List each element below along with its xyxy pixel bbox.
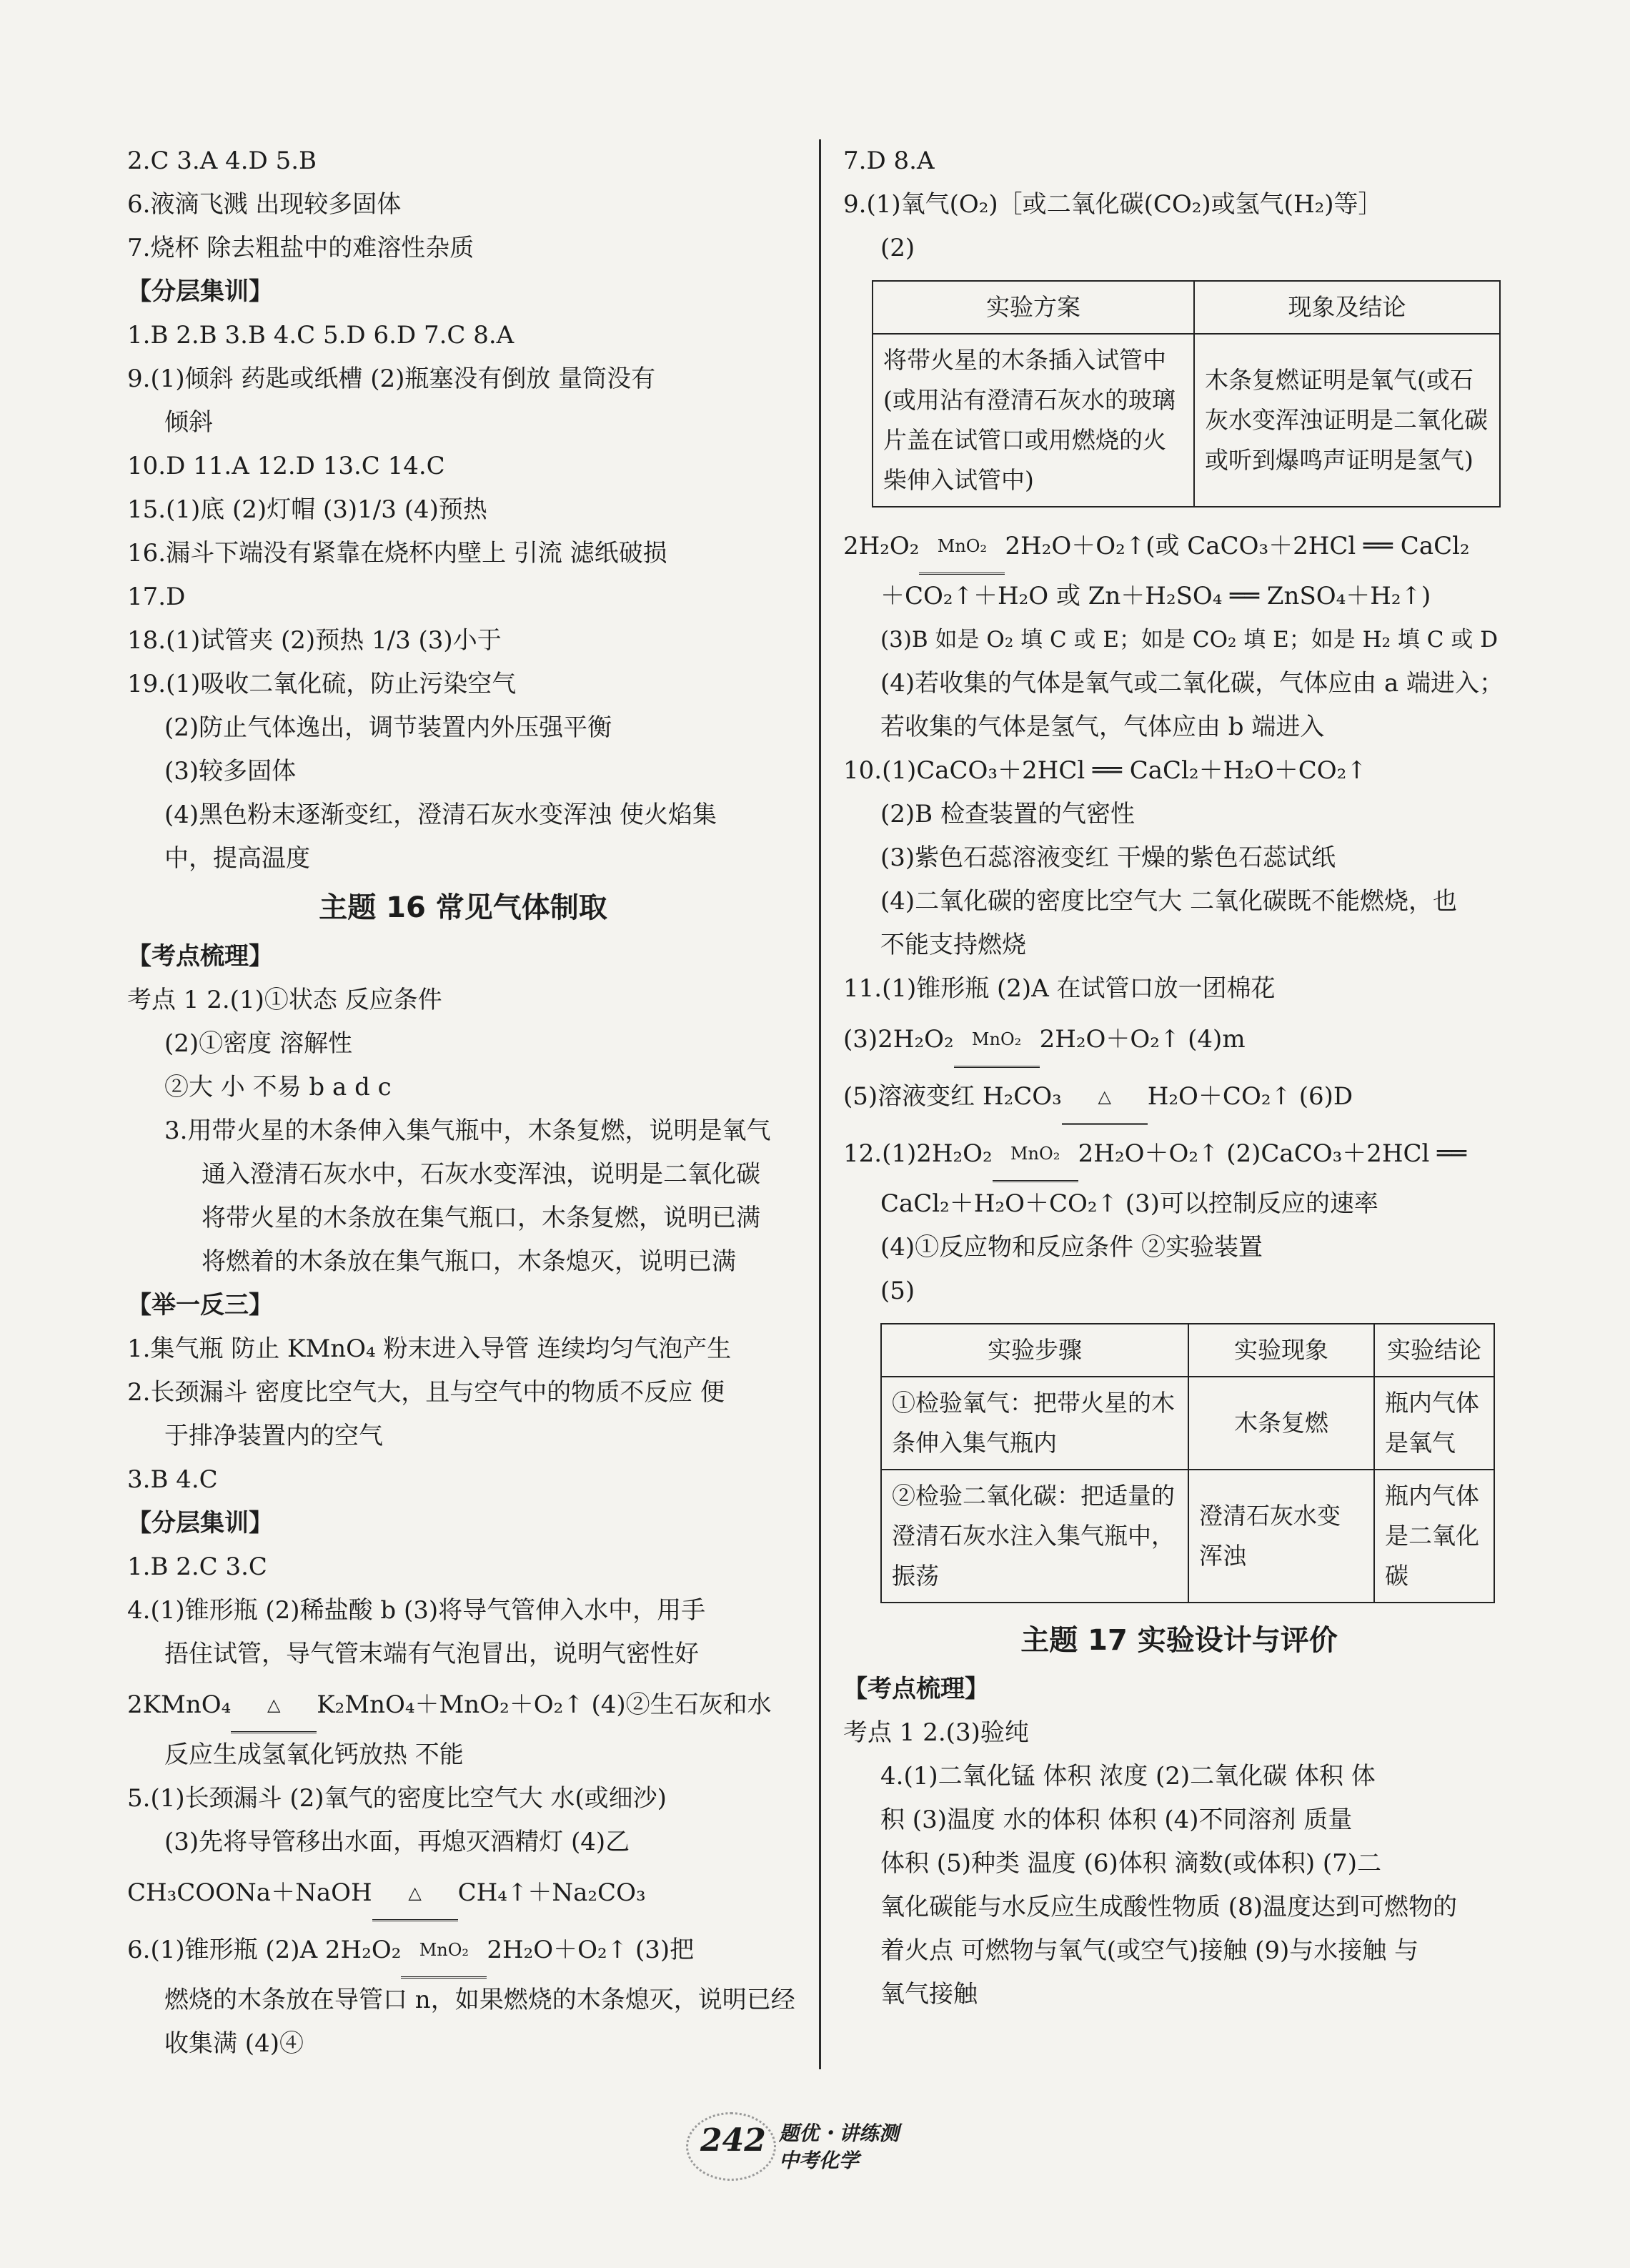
answer-line: 3.B 4.C	[127, 1465, 218, 1494]
page-footer	[686, 2112, 943, 2177]
table-cell: 瓶内气体是氧气	[1374, 1377, 1494, 1470]
answer-line: (4)黑色粉末逐渐变红，澄清石灰水变浑浊 使火焰集	[164, 801, 717, 829]
answer-line: ＋CO₂↑＋H₂O 或 Zn＋H₂SO₄ ══ ZnSO₄＋H₂↑)	[880, 582, 1431, 610]
answer-line: 1.B 2.B 3.B 4.C 5.D 6.D 7.C 8.A	[127, 321, 515, 350]
answer-line: 4.(1)锥形瓶 (2)稀盐酸 b (3)将导气管伸入水中，用手	[127, 1596, 706, 1625]
answer-line: 9.(1)氧气(O₂)［或二氧化碳(CO₂)或氢气(H₂)等］	[843, 190, 1383, 219]
answer-line: 于排净装置内的空气	[164, 1422, 383, 1450]
table-row	[881, 1470, 1494, 1603]
answer-line: 1.B 2.C 3.C	[127, 1553, 267, 1581]
experiment-table-1	[872, 280, 1501, 507]
table-cell: 木条复燃证明是氧气(或石灰水变浑浊证明是二氧化碳或听到爆鸣声证明是氢气)	[1194, 334, 1500, 507]
right-column	[843, 139, 1515, 2016]
footer-subject: 中考化学	[779, 2149, 860, 2172]
answer-line: 体积 (5)种类 温度 (6)体积 滴数(或体积) (7)二	[880, 1849, 1382, 1878]
equation-left: 2KMnO₄	[127, 1690, 232, 1719]
answer-line: 氧化碳能与水反应生成酸性物质 (8)温度达到可燃物的	[880, 1893, 1457, 1921]
answer-line: ②大 小 不易 b a d c	[164, 1073, 392, 1101]
answer-line: (2)①密度 溶解性	[164, 1029, 352, 1058]
table-header: 实验方案	[873, 281, 1194, 334]
answer-line: CaCl₂＋H₂O＋CO₂↑ (3)可以控制反应的速率	[880, 1189, 1378, 1218]
table-header: 实验结论	[1374, 1324, 1494, 1377]
reaction-condition: MnO₂	[919, 551, 1005, 575]
answer-line: 考点 1 2.(3)验纯	[843, 1718, 1029, 1747]
equation	[843, 518, 1515, 575]
answer-line: (4)若收集的气体是氧气或二氧化碳，气体应由 a 端进入；	[880, 669, 1504, 698]
answer-line: 积 (3)温度 水的体积 体积 (4)不同溶剂 质量	[880, 1806, 1353, 1834]
equation	[843, 1011, 1515, 1068]
equation	[127, 1864, 799, 1921]
answer-line: 1.集气瓶 防止 KMnO₄ 粉末进入导管 连续均匀气泡产生	[127, 1334, 732, 1363]
left-column	[127, 139, 799, 2066]
answer-line: 17.D	[127, 583, 186, 611]
equation-right: H₂O＋CO₂↑ (6)D	[1147, 1082, 1353, 1111]
reaction-condition: △	[1062, 1101, 1148, 1125]
equation	[127, 1676, 799, 1733]
answer-line: 15.(1)底 (2)灯帽 (3)1/3 (4)预热	[127, 495, 487, 524]
answer-line: 11.(1)锥形瓶 (2)A 在试管口放一团棉花	[843, 974, 1276, 1003]
equation-right: 2H₂O＋O₂↑ (2)CaCO₃＋2HCl ══	[1078, 1139, 1467, 1168]
equation-right: K₂MnO₄＋MnO₂＋O₂↑ (4)②生石灰和水	[317, 1690, 772, 1719]
answer-line: 9.(1)倾斜 药匙或纸槽 (2)瓶塞没有倒放 量筒没有	[127, 365, 656, 393]
answer-line: 将燃着的木条放在集气瓶口，木条熄灭，说明已满	[202, 1247, 736, 1276]
answer-line: 7.烧杯 除去粗盐中的难溶性杂质	[127, 234, 474, 262]
answer-line: 捂住试管，导气管末端有气泡冒出，说明气密性好	[164, 1640, 699, 1668]
answer-line: (2)	[880, 234, 915, 262]
table-cell: 澄清石灰水变浑浊	[1188, 1470, 1374, 1603]
table-header: 实验步骤	[881, 1324, 1188, 1377]
answer-line: 4.(1)二氧化锰 体积 浓度 (2)二氧化碳 体积 体	[880, 1762, 1376, 1791]
reaction-condition: △	[372, 1898, 458, 1921]
equation-right: 2H₂O＋O₂↑(或 CaCO₃＋2HCl ══ CaCl₂	[1005, 532, 1470, 560]
answer-line: 2.长颈漏斗 密度比空气大，且与空气中的物质不反应 便	[127, 1378, 725, 1407]
page-number: 242	[700, 2122, 766, 2159]
answer-line: 着火点 可燃物与氧气(或空气)接触 (9)与水接触 与	[880, 1936, 1419, 1965]
answer-line: (3)先将导管移出水面，再熄灭酒精灯 (4)乙	[164, 1828, 630, 1856]
answer-line: (2)B 检查装置的气密性	[880, 800, 1135, 828]
table-cell: 木条复燃	[1188, 1377, 1374, 1470]
table-header: 实验现象	[1188, 1324, 1374, 1377]
equation-right: 2H₂O＋O₂↑ (3)把	[487, 1936, 695, 1964]
answer-line: 考点 1 2.(1)①状态 反应条件	[127, 986, 442, 1014]
answer-line: 3.用带火星的木条伸入集气瓶中，木条复燃，说明是氧气	[164, 1116, 771, 1145]
table-cell: ②检验二氧化碳：把适量的澄清石灰水注入集气瓶中，振荡	[881, 1470, 1188, 1603]
answer-line: (4)①反应物和反应条件 ②实验装置	[880, 1233, 1263, 1262]
equation-left: 6.(1)锥形瓶 (2)A 2H₂O₂	[127, 1936, 402, 1964]
table-cell: ①检验氧气：把带火星的木条伸入集气瓶内	[881, 1377, 1188, 1470]
reaction-condition: △	[231, 1710, 317, 1733]
answer-line: 氧气接触	[880, 1980, 978, 2009]
answer-line: 2.C 3.A 4.D 5.B	[127, 147, 317, 175]
equation-right: 2H₂O＋O₂↑ (4)m	[1039, 1025, 1246, 1054]
column-divider	[819, 139, 821, 2069]
footer-brand: 题优・讲练测	[779, 2121, 900, 2145]
answer-line: 将带火星的木条放在集气瓶口，木条复燃，说明已满	[202, 1204, 760, 1232]
answer-line: 6.液滴飞溅 出现较多固体	[127, 190, 402, 219]
section-label: 【考点梳理】	[127, 942, 273, 971]
equation-left: 2H₂O₂	[843, 532, 920, 560]
answer-line: 18.(1)试管夹 (2)预热 1/3 (3)小于	[127, 626, 502, 655]
equation	[843, 1068, 1515, 1125]
reaction-condition: MnO₂	[993, 1159, 1078, 1182]
equation	[127, 1921, 799, 1979]
reaction-condition: MnO₂	[401, 1955, 487, 1979]
answer-line: 燃烧的木条放在导管口 n，如果燃烧的木条熄灭，说明已经	[164, 1986, 795, 2014]
table-header: 现象及结论	[1194, 281, 1500, 334]
answer-line: 反应生成氢氧化钙放热 不能	[164, 1740, 464, 1769]
reaction-condition: MnO₂	[954, 1044, 1040, 1068]
answer-line: 16.漏斗下端没有紧靠在烧杯内壁上 引流 滤纸破损	[127, 539, 667, 568]
section-label: 【分层集训】	[127, 1509, 273, 1537]
table-row	[881, 1377, 1494, 1470]
answer-line: 收集满 (4)④	[164, 2029, 304, 2058]
answer-line: (2)防止气体逸出，调节装置内外压强平衡	[164, 713, 612, 742]
equation-left: (5)溶液变红 H₂CO₃	[843, 1082, 1062, 1111]
answer-line: 若收集的气体是氢气，气体应由 b 端进入	[880, 713, 1325, 741]
topic-16-title: 主题 16 常见气体制取	[319, 891, 607, 924]
answer-line: 7.D 8.A	[843, 147, 935, 175]
equation-left: 12.(1)2H₂O₂	[843, 1139, 993, 1168]
answer-line: 10.(1)CaCO₃＋2HCl ══ CaCl₂＋H₂O＋CO₂↑	[843, 756, 1367, 785]
answer-line: 10.D 11.A 12.D 13.C 14.C	[127, 452, 445, 480]
section-label: 【考点梳理】	[843, 1675, 989, 1703]
answer-line: 通入澄清石灰水中，石灰水变浑浊，说明是二氧化碳	[202, 1160, 760, 1189]
answer-line: (3)B 如是 O₂ 填 C 或 E；如是 CO₂ 填 E；如是 H₂ 填 C 或 D	[880, 627, 1499, 653]
equation-right: CH₄↑＋Na₂CO₃	[457, 1878, 646, 1907]
answer-line: (4)二氧化碳的密度比空气大 二氧化碳既不能燃烧，也	[880, 887, 1457, 916]
answer-line: (3)较多固体	[164, 757, 297, 786]
answer-line: 不能支持燃烧	[880, 931, 1026, 959]
answer-line: (5)	[880, 1277, 915, 1305]
table-cell: 瓶内气体是二氧化碳	[1374, 1470, 1494, 1603]
equation	[843, 1125, 1515, 1182]
answer-line: 中，提高温度	[164, 844, 310, 873]
equation-left: (3)2H₂O₂	[843, 1025, 954, 1054]
table-cell: 将带火星的木条插入试管中(或用沾有澄清石灰水的玻璃片盖在试管口或用燃烧的火柴伸入试管中)	[873, 334, 1194, 507]
answer-line: (3)紫色石蕊溶液变红 干燥的紫色石蕊试纸	[880, 843, 1336, 872]
answer-line: 倾斜	[164, 408, 213, 437]
section-label: 【分层集训】	[127, 277, 273, 306]
section-label: 【举一反三】	[127, 1291, 273, 1319]
answer-line: 19.(1)吸收二氧化硫，防止污染空气	[127, 670, 517, 698]
experiment-table-2	[880, 1323, 1495, 1603]
equation-left: CH₃COONa＋NaOH	[127, 1878, 372, 1907]
answer-line: 5.(1)长颈漏斗 (2)氧气的密度比空气大 水(或细沙)	[127, 1784, 667, 1813]
topic-17-title: 主题 17 实验设计与评价	[1020, 1624, 1338, 1657]
